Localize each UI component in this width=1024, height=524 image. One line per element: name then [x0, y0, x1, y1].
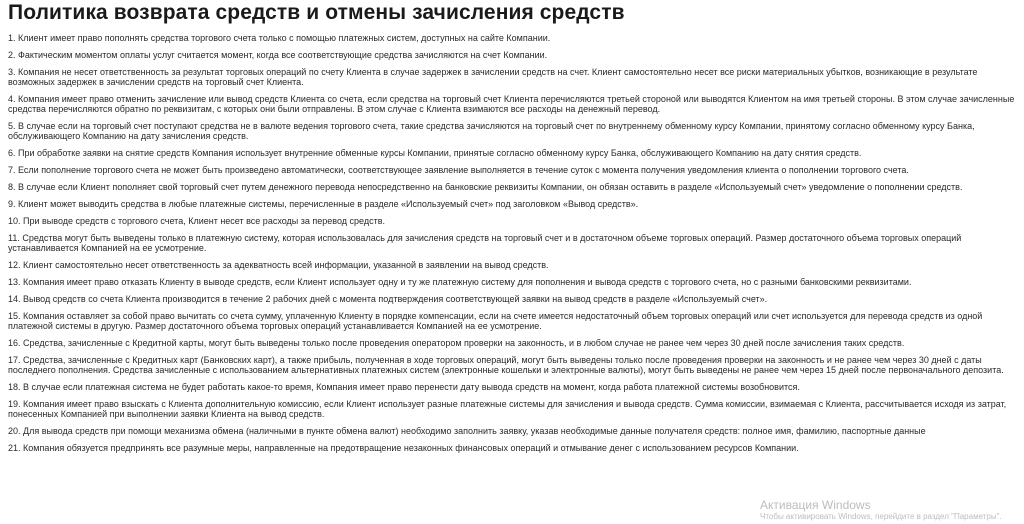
policy-item-5: 5. В случае если на торговый счет поступают средства не в валюте ведения торгового счета, такие средства зачисляются на торговый счет по внутреннему обменному курсу Компании, принятому согласно обменному курсу Банка, обслуживающего Компанию на дату зачисления средств.: [8, 121, 975, 141]
policy-item-10: 10. При выводе средств с торгового счета, Клиент несет все расходы за перевод средств.: [8, 216, 385, 226]
page-title: Политика возврата средств и отмены зачисления средств: [8, 1, 625, 24]
policy-item-6: 6. При обработке заявки на снятие средств Компания использует внутренние обменные курсы Компании, принятые согласно обменному курсу Банка, обслуживающего Компанию на дату снятия средств.: [8, 148, 862, 158]
policy-item-8: 8. В случае если Клиент пополняет свой торговый счет путем денежного перевода непосредственно на банковские реквизиты Компании, он обязан оставить в разделе «Используемый счет» уведомление о пополнении средств.: [8, 182, 963, 192]
policy-item-7: 7. Если пополнение торгового счета не может быть произведено автоматически, соответствующее заявление выполняется в течение суток с момента получения уведомления клиента о пополнении торгового счета.: [8, 165, 909, 175]
policy-item-21: 21. Компания обязуется предпринять все разумные меры, направленные на предотвращение незаконных финансовых операций и отмывание денег с использованием ресурсов Компании.: [8, 443, 799, 453]
policy-item-11: 11. Средства могут быть выведены только в платежную систему, которая использовалась для зачисления средств на торговый счет и в достаточном объеме торговых операций. Размер достаточного объема торговых операций устанавливается Компанией на ее усмотрение.: [8, 233, 962, 253]
policy-item-17: 17. Средства, зачисленные с Кредитных карт (Банковских карт), а также прибыль, полученная в ходе торговых операций, могут быть выведены только после проведения проверки на законность и не ранее чем через 30 дней с даты последнего пополнения. Средства зачисленные с использованием альтернативных платежных систем (электронные кошельки и электронные валюты), могут быть выведены не ранее чем через 15 дней после первоначального депозита.: [8, 355, 1004, 375]
policy-item-18: 18. В случае если платежная система не будет работать какое-то время, Компания имеет право перенести дату вывода средств на момент, когда работа платежной системы возобновится.: [8, 382, 800, 392]
policy-page: [8, 0, 1016, 460]
policy-item-9: 9. Клиент может выводить средства в любые платежные системы, перечисленные в разделе «Используемый счет» под заголовком «Вывод средств».: [8, 199, 639, 209]
watermark-title: Активация Windows: [760, 498, 871, 512]
windows-activation-watermark: [760, 498, 1024, 522]
policy-item-4: 4. Компания имеет право отменить зачисление или вывод средств Клиента со счета, если средства на торговый счет Клиента перечисляются третьей стороной или выводятся Клиентом на имя третьей стороны. В этом случае зачисленные средства перечисляются обратно по реквизитам, с которых они были отправлены. В этом случае с Клиента взимаются все расходы на денежный перевод.: [8, 94, 1015, 114]
policy-item-16: 16. Средства, зачисленные с Кредитной карты, могут быть выведены только после проведения оператором проверки на законность, и в любом случае не ранее чем через 30 дней после зачисления таких средств.: [8, 338, 905, 348]
policy-item-1: 1. Клиент имеет право пополнять средства торгового счета только с помощью платежных систем, доступных на сайте Компании.: [8, 33, 551, 43]
policy-item-19: 19. Компания имеет право взыскать с Клиента дополнительную комиссию, если Клиент использует разные платежные системы для зачисления и вывода средств. Сумма комиссии, взимаемая с Клиента, рассчитывается исходя из затрат, понесенных Компанией при выполнении заявки Клиента на вывод средств.: [8, 399, 1007, 419]
policy-item-13: 13. Компания имеет право отказать Клиенту в выводе средств, если Клиент использует одну и ту же платежную систему для пополнения и вывода средств с торгового счета, но с разными банковскими реквизитами.: [8, 277, 912, 287]
policy-item-3: 3. Компания не несет ответственность за результат торговых операций по счету Клиента в случае задержек в зачислении средств на счет. Клиент самостоятельно несет все риски материальных убытков, возникающие в результате возможных задержек в зачислении средств на торговый счет Клиента.: [8, 67, 978, 87]
policy-item-14: 14. Вывод средств со счета Клиента производится в течение 2 рабочих дней с момента подтверждения соответствующей заявки на вывод средств в разделе «Используемый счет».: [8, 294, 768, 304]
policy-item-15: 15. Компания оставляет за собой право вычитать со счета сумму, уплаченную Клиенту в порядке компенсации, если на счете имеется недостаточный объем торговых операций или счет используется для перевода средств из одной платежной системы в другую. Размер достаточного объема торговых операций устанавливается Компанией на ее усмотрение.: [8, 311, 983, 331]
policy-list: [8, 33, 1016, 453]
policy-item-2: 2. Фактическим моментом оплаты услуг считается момент, когда все соответствующие средства зачисляются на счет Компании.: [8, 50, 548, 60]
policy-item-12: 12. Клиент самостоятельно несет ответственность за адекватность всей информации, указанной в заявлении на вывод средств.: [8, 260, 549, 270]
policy-item-20: 20. Для вывода средств при помощи механизма обмена (наличными в пункте обмена валют) необходимо заполнить заявку, указав необходимые данные получателя средств: полное имя, фамилию, паспортные данные: [8, 426, 926, 436]
watermark-subtitle: Чтобы активировать Windows, перейдите в раздел "Параметры".: [760, 512, 1002, 521]
